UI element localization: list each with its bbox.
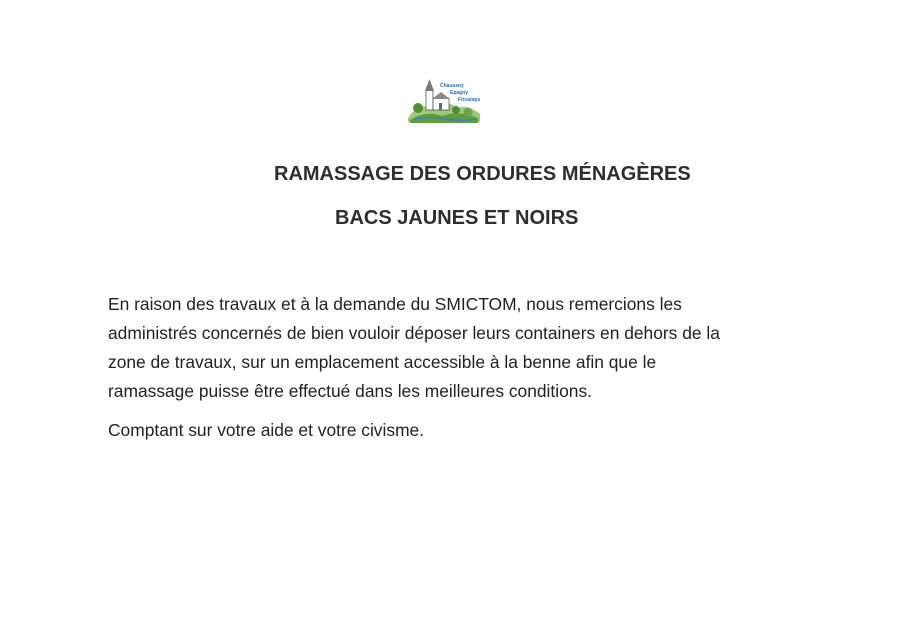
notice-line: zone de travaux, sur un emplacement accessible à la benne afin que le <box>108 352 657 372</box>
logo-text-1: Chaussoy <box>440 83 464 89</box>
municipality-logo <box>406 74 482 124</box>
notice-paragraph <box>108 290 828 406</box>
document-title: RAMASSAGE DES ORDURES MÉNAGÈRES <box>274 163 691 185</box>
notice-line: En raison des travaux et à la demande du SMICTOM, nous remercions les <box>108 294 682 314</box>
closing-paragraph: Comptant sur votre aide et votre civisme. <box>108 420 425 440</box>
notice-line: administrés concernés de bien vouloir déposer leurs containers en dehors de la <box>108 323 720 343</box>
logo-text-3: Fricamps <box>458 97 481 103</box>
notice-line: ramassage puisse être effectué dans les meilleures conditions. <box>108 381 592 401</box>
document-subtitle: BACS JAUNES ET NOIRS <box>335 207 579 229</box>
logo-text-2: Epagny <box>450 90 469 96</box>
